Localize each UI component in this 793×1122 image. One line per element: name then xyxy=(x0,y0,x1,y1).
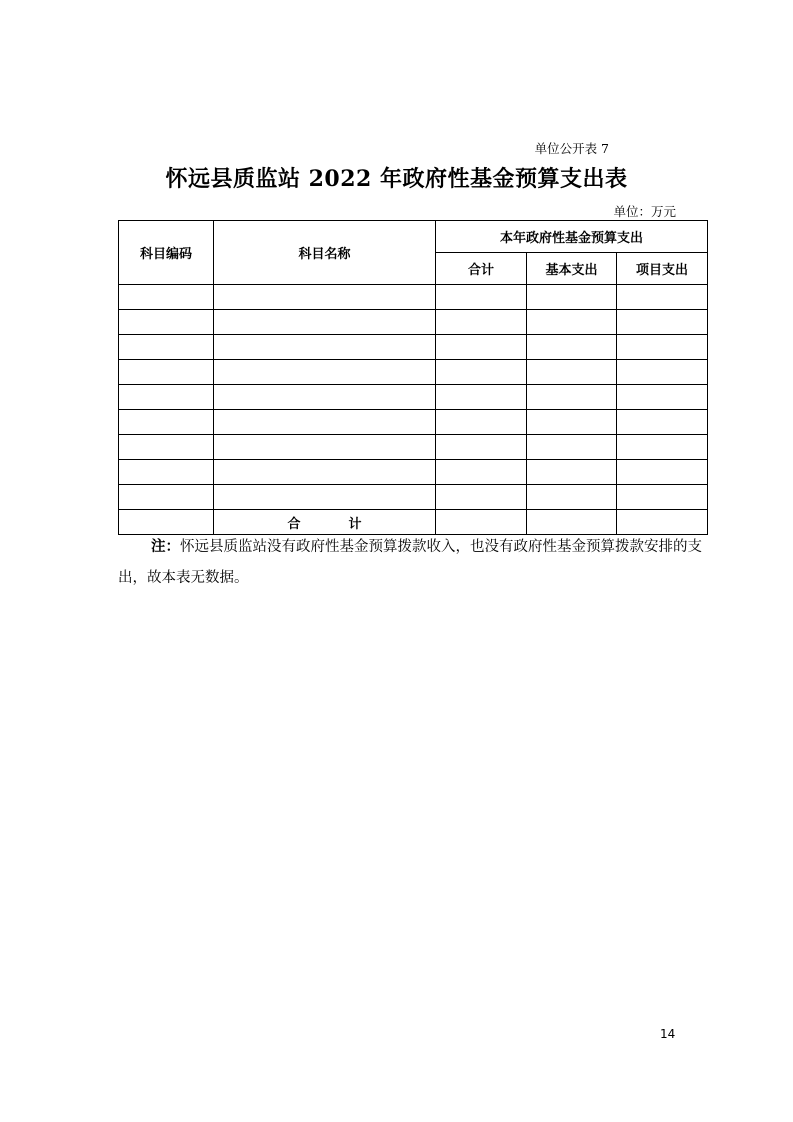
table-cell xyxy=(214,385,436,410)
table-cell xyxy=(527,335,617,360)
table-cell xyxy=(436,285,527,310)
table-cell xyxy=(119,285,214,310)
table-cell xyxy=(436,485,527,510)
header-project: 项目支出 xyxy=(617,253,708,285)
table-cell xyxy=(214,285,436,310)
table-cell xyxy=(214,410,436,435)
header-total: 合计 xyxy=(436,253,527,285)
table-cell xyxy=(617,360,708,385)
table-row xyxy=(119,485,708,510)
table-cell xyxy=(119,335,214,360)
table-row xyxy=(119,410,708,435)
table-cell xyxy=(527,385,617,410)
note-text: 怀远县质监站没有政府性基金预算拨款收入，也没有政府性基金预算拨款安排的支出，故本表无数据。 xyxy=(118,539,702,586)
table-cell xyxy=(527,310,617,335)
table-cell xyxy=(214,310,436,335)
table-cell xyxy=(119,460,214,485)
table-cell xyxy=(527,410,617,435)
table-row xyxy=(119,335,708,360)
table-cell xyxy=(527,360,617,385)
table-cell xyxy=(436,460,527,485)
table-row xyxy=(119,285,708,310)
table-cell xyxy=(527,435,617,460)
header-group-expenditure: 本年政府性基金预算支出 xyxy=(436,221,708,253)
table-cell xyxy=(436,335,527,360)
table-cell xyxy=(617,285,708,310)
header-basic: 基本支出 xyxy=(527,253,617,285)
table-cell xyxy=(214,485,436,510)
table-row xyxy=(119,385,708,410)
header-subject-code: 科目编码 xyxy=(119,221,214,285)
table-cell xyxy=(436,385,527,410)
table-number: 单位公开表 7 xyxy=(534,141,609,156)
table-cell xyxy=(436,360,527,385)
budget-table xyxy=(118,220,708,535)
table-cell xyxy=(436,435,527,460)
table-cell xyxy=(214,435,436,460)
table-cell xyxy=(617,310,708,335)
table-cell xyxy=(527,460,617,485)
table-cell xyxy=(617,460,708,485)
header-subject-name: 科目名称 xyxy=(214,221,436,285)
table-cell xyxy=(119,310,214,335)
table-cell xyxy=(436,410,527,435)
page-title: 怀远县质监站 2022 年政府性基金预算支出表 xyxy=(165,166,628,192)
unit-label: 单位：万元 xyxy=(613,204,676,219)
table-cell xyxy=(617,410,708,435)
table-cell xyxy=(119,435,214,460)
table-cell xyxy=(119,410,214,435)
note-paragraph xyxy=(118,531,708,594)
table-cell xyxy=(527,485,617,510)
note-prefix: 注： xyxy=(151,538,180,555)
table-row xyxy=(119,460,708,485)
table-cell xyxy=(617,435,708,460)
table-cell xyxy=(527,285,617,310)
table-cell xyxy=(617,385,708,410)
table-cell xyxy=(617,485,708,510)
table-cell xyxy=(119,385,214,410)
table-row xyxy=(119,310,708,335)
table-cell xyxy=(119,360,214,385)
table-cell xyxy=(436,310,527,335)
page-number: 14 xyxy=(660,1027,676,1041)
table-row xyxy=(119,360,708,385)
table-cell xyxy=(214,360,436,385)
table-cell xyxy=(214,335,436,360)
table-header-row xyxy=(119,221,708,253)
table-cell xyxy=(214,460,436,485)
total-row-label: 合计 xyxy=(214,510,436,535)
table-cell xyxy=(119,485,214,510)
table-cell xyxy=(617,335,708,360)
table-row xyxy=(119,435,708,460)
